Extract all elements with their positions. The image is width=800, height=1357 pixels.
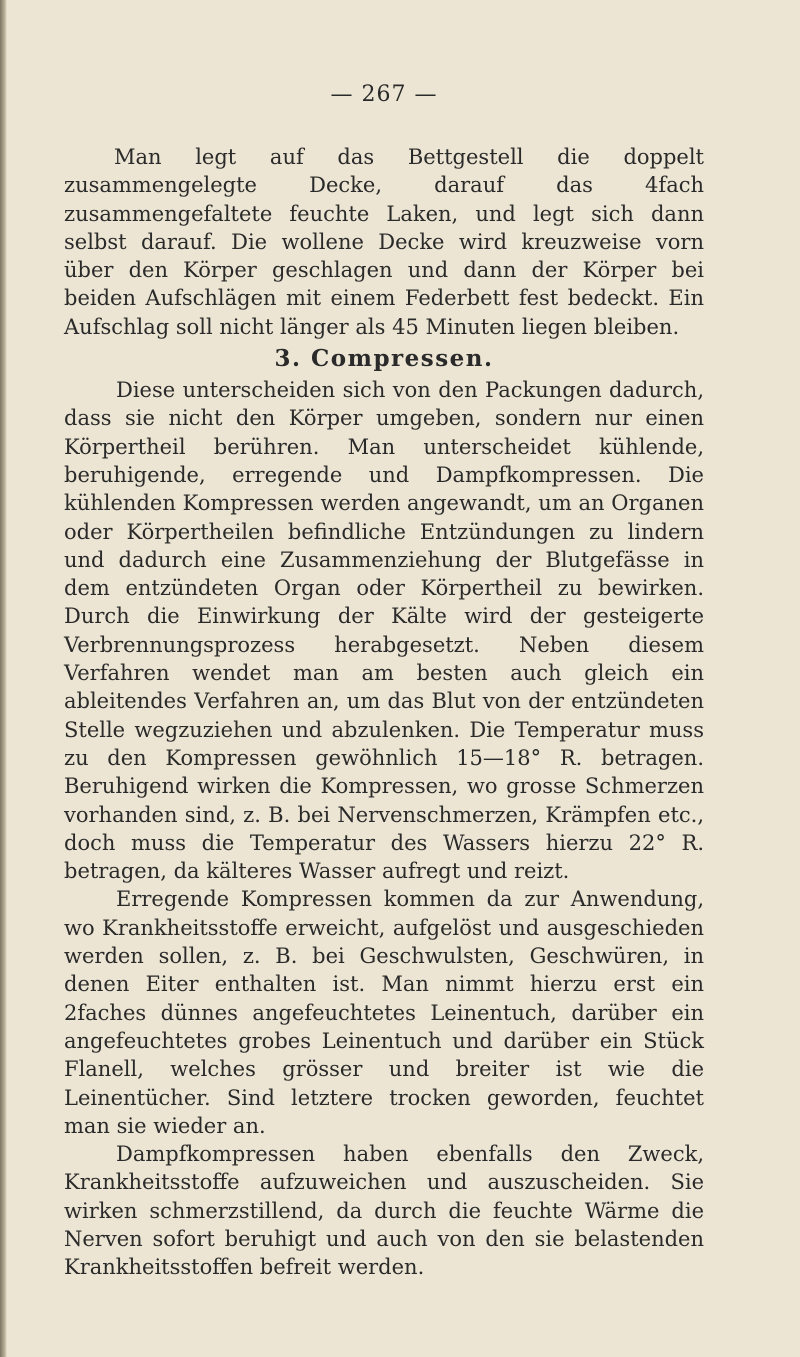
section-heading: 3. Compressen.: [274, 345, 494, 373]
paragraph-intro: Man legt auf das Bettgestell die doppelt zusammengelegte Decke, darauf das 4fach zusammengefaltete feuchte Laken, und legt sich dann selbst darauf. Die wollene Decke wird kreuzweise vorn über den Körper geschlagen und dann der Körper bei beiden Aufschlägen mit einem Federbett fest bedeckt. Ein Aufschlag soll nicht länger als 45 Minuten liegen bleiben.: [64, 145, 704, 339]
book-page: [64, 82, 704, 1282]
paragraph-dampfkompressen: Dampfkompressen haben ebenfalls den Zweck, Krankheitsstoffe aufzuweichen und auszuscheiden. Sie wirken schmerzstillend, da durch die feuchte Wärme die Nerven sofort beruhigt und auch von den sie belastenden Krankheitsstoffen befreit werden.: [64, 1142, 704, 1280]
book-spine-shadow: [0, 0, 7, 1357]
paragraph-compressen-definition: Diese unterscheiden sich von den Packungen dadurch, dass sie nicht den Körper umgeben, sondern nur einen Körpertheil berühren. Man unterscheidet kühlende, beruhigende, erregende und Dampfkompressen. Die kühlenden Kompressen werden angewandt, um an Organen oder Körpertheilen befindliche Entzündungen zu lindern und dadurch eine Zusammenziehung der Blutgefässe in dem entzündeten Organ oder Körpertheil zu bewirken. Durch die Einwirkung der Kälte wird der gesteigerte Verbrennungsprozess herabgesetzt. Neben diesem Verfahren wendet man am besten auch gleich ein ableitendes Verfahren an, um das Blut von der entzündeten Stelle wegzuziehen und abzulenken. Die Temperatur muss zu den Kompressen gewöhnlich 15—18° R. betragen. Beruhigend wirken die Kompressen, wo grosse Schmerzen vorhanden sind, z. B. bei Nervenschmerzen, Krämpfen etc., doch muss die Temperatur des Wassers hierzu 22° R. betragen, da kälteres Wasser aufregt und reizt.: [64, 378, 704, 884]
paragraph-erregende-kompressen: Erregende Kompressen kommen da zur Anwendung, wo Krankheitsstoffe erweicht, aufgelöst und ausgeschieden werden sollen, z. B. bei Geschwulsten, Geschwüren, in denen Eiter enthalten ist. Man nimmt hierzu erst ein 2faches dünnes angefeuchtetes Leinentuch, darüber ein angefeuchtetes grobes Leinentuch und darüber ein Stück Flanell, welches grösser und breiter ist wie die Leinentücher. Sind letztere trocken geworden, feuchtet man sie wieder an.: [64, 887, 704, 1138]
page-number: — 267 —: [330, 82, 438, 107]
